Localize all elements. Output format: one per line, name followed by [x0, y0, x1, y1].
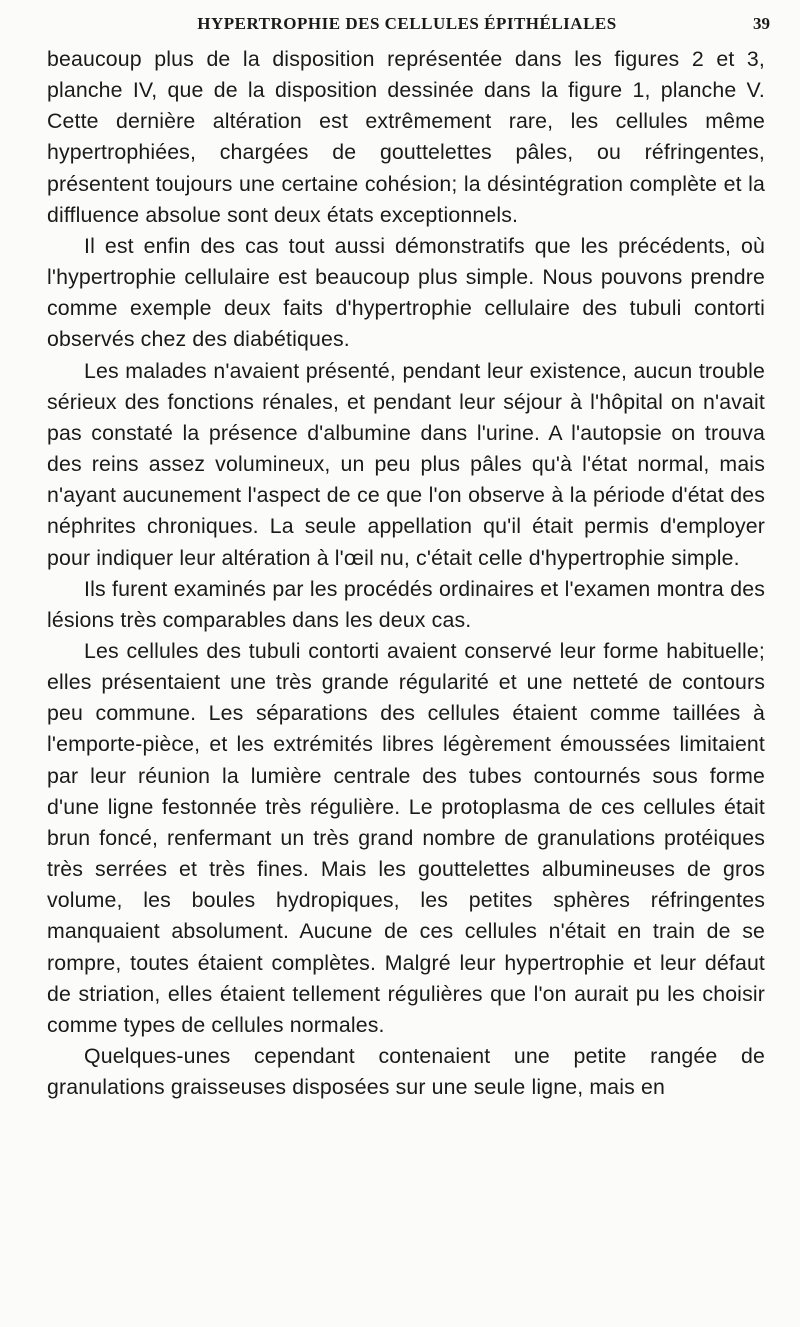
body-text	[47, 44, 765, 1103]
paragraph: Ils furent examinés par les procédés ordinaires et l'examen montra des lésions très comparables dans les deux cas.	[47, 576, 765, 632]
paragraph: Les malades n'avaient présenté, pendant leur existence, aucun trouble sérieux des fonctions rénales, et pendant leur séjour à l'hôpital on n'avait pas constaté la présence d'albumine dans l'urine. A l'autopsie on trouva des reins assez volumineux, un peu plus pâles qu'à l'état normal, mais n'ayant aucunement l'aspect de ce que l'on observe à la période d'état des néphrites chroniques. La seule appellation qu'il était permis d'employer pour indiquer leur altération à l'œil nu, c'était celle d'hypertrophie simple.	[47, 358, 765, 570]
page-number: 39	[753, 14, 770, 33]
running-head: HYPERTROPHIE DES CELLULES ÉPITHÉLIALES	[197, 14, 617, 33]
paragraph: Quelques-unes cependant contenaient une petite rangée de granulations graisseuses disposées sur une seule ligne, mais en	[47, 1044, 765, 1100]
paragraph: Les cellules des tubuli contorti avaient conservé leur forme habituelle; elles présentaient une très grande régularité et une netteté de contours peu commune. Les séparations des cellules étaient comme taillées à l'emporte-pièce, et les extrémités libres légèrement émoussées limitaient par leur réunion la lumière centrale des tubes contournés sous forme d'une ligne festonnée très régulière. Le protoplasma de ces cellules était brun foncé, renfermant un très grand nombre de granulations protéiques très serrées et très fines. Mais les gouttelettes albumineuses de gros volume, les boules hydropiques, les petites sphères réfringentes manquaient absolument. Aucune de ces cellules n'était en train de se rompre, toutes étaient complètes. Malgré leur hypertrophie et leur défaut de striation, elles étaient tellement régulières que l'on aurait pu les choisir comme types de cellules normales.	[47, 638, 765, 1037]
paragraph: Il est enfin des cas tout aussi démonstratifs que les précédents, où l'hypertrophie cellulaire est beaucoup plus simple. Nous pouvons prendre comme exemple deux faits d'hypertrophie cellulaire des tubuli contorti observés chez des diabétiques.	[47, 233, 765, 352]
paragraph-continuation: beaucoup plus de la disposition représentée dans les figures 2 et 3, planche IV, que de la disposition dessinée dans la figure 1, planche V. Cette dernière altération est extrêmement rare, les cellules même hypertrophiées, chargées de gouttelettes pâles, ou réfringentes, présentent toujours une certaine cohésion; la désintégration complète et la diffluence absolue sont deux états exceptionnels.	[47, 47, 765, 227]
page-header	[44, 14, 770, 36]
